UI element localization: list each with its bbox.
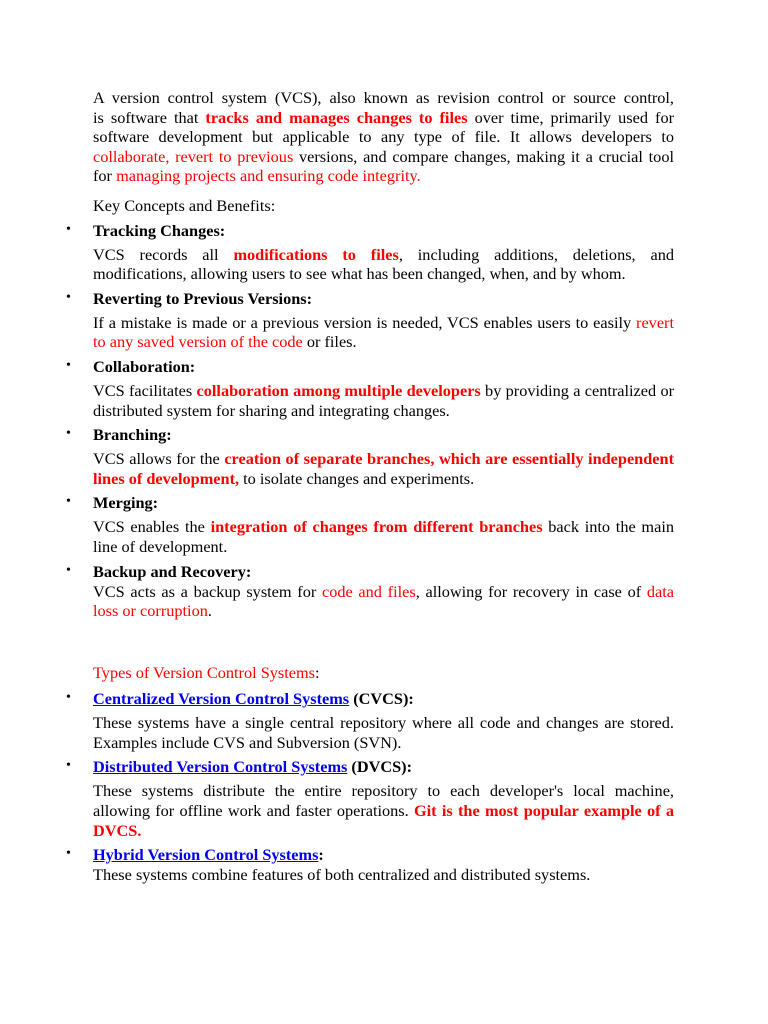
vcs-type-suffix: (DVCS): <box>347 757 413 777</box>
vcs-type-title <box>93 844 674 865</box>
concept-body <box>93 313 674 352</box>
concept-text: VCS allows for the <box>93 449 225 469</box>
concept-item <box>66 424 674 488</box>
vcs-type-highlight: Git is the most popular example of a DVCS. <box>93 801 674 840</box>
concept-title: Reverting to Previous Versions: <box>93 288 313 308</box>
concept-highlight: collaboration among multiple developers <box>196 380 481 400</box>
concept-text: or files. <box>302 332 357 352</box>
concept-text: . <box>207 601 212 621</box>
intro-text-2: over time, primarily used for software development but applicable to any type of file. It allows developers to <box>93 107 675 147</box>
concept-title: Backup and Recovery: <box>93 561 252 581</box>
vcs-type-suffix: : <box>318 845 324 865</box>
concept-title: Branching: <box>93 425 172 445</box>
concept-item <box>66 220 674 284</box>
vcs-type-title <box>93 756 674 777</box>
concept-text: VCS facilitates <box>93 380 197 400</box>
concept-item <box>66 492 674 556</box>
distributed-vcs-link[interactable]: Distributed Version Control Systems <box>93 757 348 777</box>
types-heading-text: Types of Version Control Systems <box>93 662 315 682</box>
intro-text-3: versions, and compare changes, making it a crucial tool for <box>93 146 674 186</box>
concept-highlight: modifications to files <box>233 244 399 264</box>
concept-text: , allowing for recovery in case of <box>415 581 647 601</box>
bullet: • <box>66 289 71 305</box>
concept-item <box>66 288 674 352</box>
concept-body <box>93 582 674 621</box>
bullet: • <box>66 562 71 578</box>
bullet: • <box>66 690 71 706</box>
concept-text: back into the main line of development. <box>93 517 674 556</box>
concept-body <box>93 517 674 556</box>
concept-title: Collaboration: <box>93 356 196 376</box>
vcs-type-item <box>66 688 674 752</box>
hybrid-vcs-link[interactable]: Hybrid Version Control Systems <box>93 845 319 865</box>
concept-highlight: revert to any saved version of the code <box>93 312 674 352</box>
vcs-type-item <box>66 844 674 885</box>
vcs-type-description: These systems have a single central repository where all code and changes are stored. Examples include CVS and Subversion (SVN). <box>93 713 674 752</box>
concept-item <box>66 356 675 420</box>
vcs-type-text: These systems distribute the entire repository to each developer's local machine, allowing for offline work and faster operations. <box>93 781 674 821</box>
concept-text: VCS acts as a backup system for <box>93 581 322 601</box>
vcs-type-title <box>93 688 674 709</box>
concept-text: If a mistake is made or a previous version is needed, VCS enables users to easily <box>93 312 637 332</box>
centralized-vcs-link[interactable]: Centralized Version Control Systems <box>93 689 350 709</box>
bullet: • <box>66 846 71 862</box>
bullet: • <box>66 426 71 442</box>
concept-text: VCS records all <box>93 244 234 264</box>
document-content <box>66 88 675 889</box>
section-spacer <box>93 625 674 663</box>
intro-paragraph <box>93 88 674 186</box>
bullet: • <box>66 494 71 510</box>
bullet: • <box>66 357 71 373</box>
intro-text-1: A version control system (VCS), also known as revision control or source control, is software that <box>93 88 674 127</box>
concept-body <box>93 245 674 284</box>
bullet: • <box>66 221 71 237</box>
intro-highlight-1: tracks and manages changes to files <box>205 107 468 127</box>
concept-highlight: creation of separate branches, which are essentially independent lines of development, <box>93 449 674 488</box>
concept-item <box>66 561 674 621</box>
concept-text: VCS enables the <box>93 517 211 537</box>
bullet: • <box>66 758 71 774</box>
concept-highlight: integration of changes from different branches <box>210 517 543 537</box>
vcs-type-description: These systems combine features of both centralized and distributed systems. <box>93 865 591 885</box>
vcs-type-item <box>66 756 674 840</box>
concept-highlight: data loss or corruption <box>93 581 674 621</box>
concept-text: , including additions, deletions, and modifications, allowing users to see what has been changed, when, and by whom. <box>93 244 674 284</box>
key-concepts-heading: Key Concepts and Benefits: <box>93 195 276 215</box>
intro-highlight-3: managing projects and ensuring code integrity. <box>116 166 421 186</box>
types-heading-colon: : <box>314 662 320 682</box>
types-heading <box>93 663 674 683</box>
concept-text: by providing a centralized or distributed system for sharing and integrating changes. <box>93 380 675 420</box>
concept-title: Merging: <box>93 493 159 513</box>
intro-highlight-2: collaborate, revert to previous <box>93 146 294 166</box>
concept-body <box>93 381 674 420</box>
concept-text: to isolate changes and experiments. <box>239 468 475 488</box>
vcs-type-suffix: (CVCS): <box>349 689 414 709</box>
concept-body <box>93 449 674 488</box>
vcs-type-description <box>93 781 674 840</box>
concept-highlight: code and files <box>321 581 416 601</box>
concept-title: Tracking Changes: <box>93 220 226 240</box>
